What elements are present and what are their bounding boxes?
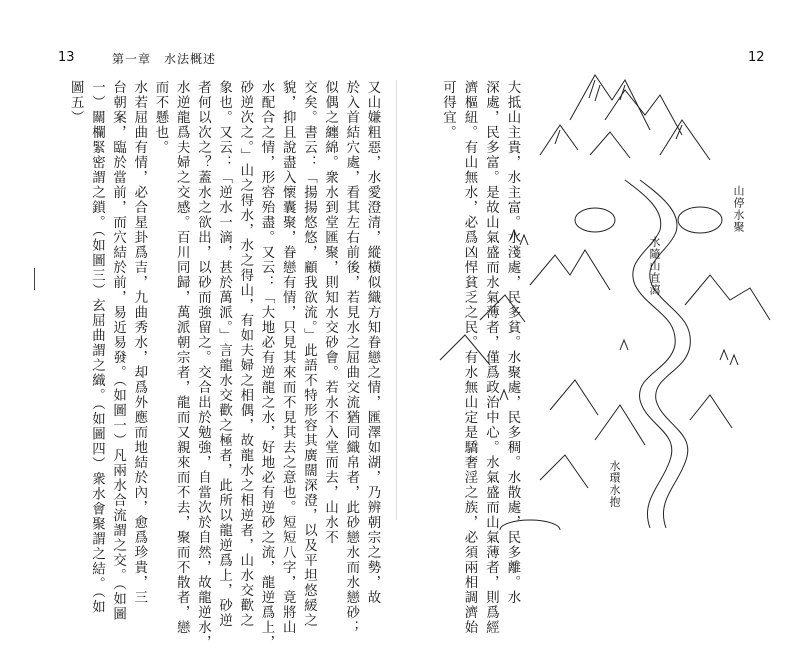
pond (678, 207, 722, 233)
left-page-column: 水配合之情，形容殆盡。又云：「大地必有逆龍之水，好地必有逆砂之流，龍逆爲上， (259, 80, 274, 650)
right-page-column: 大抵山主貴，水主富。水淺處，民多貧。水聚處，民多稠。水散處，民多離。水 (505, 80, 520, 605)
right-page-column: 濟樞紐。有山無水，必爲凶悍貧乏之民。有水無山定是驕奢淫之族，必須兩相調濟始 (462, 80, 477, 635)
left-page-column: 者何以次之？蓋水之欲出，以砂而強留之。交合出於勉強，自當次於自然，故龍逆水， (195, 80, 211, 650)
pond (500, 520, 560, 530)
mountain-peak (530, 250, 610, 290)
left-page-column: 一）關欄緊密謂之鎖。（如圖三）玄屈曲謂之織。（如圖四）衆水會聚謂之結。（如 (89, 80, 105, 615)
caption-bottom: 水環水抱 (608, 460, 621, 508)
left-page-column: 貌，抑且說盡入懷囊聚，眷戀有情，只見其來而不見其去之意也。短短八字，竟將山 (280, 80, 296, 635)
left-page-column: 而不懸也。 (153, 80, 168, 155)
mountain-peak (660, 120, 710, 160)
caption-top: 山停水聚 (732, 185, 745, 233)
left-page-column: 水逆龍爲夫婦之交感。百川同歸，萬派朝宗者，龍而又親來而不去，聚而不散者，戀 (174, 80, 190, 635)
running-head: 第一章 水法概述 (112, 52, 217, 66)
left-page-column: 圖五） (68, 80, 84, 125)
left-page-column: 水若屈曲有情，必合星卦爲吉，九曲秀水，却爲外應而地結於內，愈爲珍貴，三 (131, 80, 147, 605)
left-page-column: 似偶之纏綿。衆水到堂匯聚，則知水交砂會。若水不入堂而去，山水不 (322, 80, 338, 545)
left-page-column: 象也。又云：「逆水一滴，甚於萬派。」言龍水交歡之極者，此所以龍逆爲上，砂逆 (216, 80, 232, 629)
right-page-number: 12 (748, 50, 765, 65)
left-page-column: 於入首結穴處，看其左右前後，若見水之屈曲交流猶同織帛者，此砂戀水而水戀砂； (343, 80, 359, 635)
left-page-column: 又山嫌粗惡，水愛澄清，縱橫似織方知眷戀之情，匯澤如湖，乃辨朝宗之勢，故 (365, 80, 380, 605)
margin-mark (34, 268, 35, 290)
landscape-illustration (420, 60, 780, 530)
caption-middle: 水隨山直瀉 (648, 236, 661, 296)
mountain-peak (690, 395, 732, 428)
mountain-peak (540, 455, 588, 488)
right-page-column: 可得宜。 (440, 80, 456, 140)
mountain-peak (595, 405, 645, 445)
left-page-column: 台朝案，臨於當前，而穴結於前，易近易發。（如圖一）凡兩水合流謂之交。（如圖 (110, 80, 126, 622)
right-page-column: 深處，民多富。是故山氣盛而水氣薄者，僅爲政治中心。水氣盛而山氣薄者，則爲經 (483, 80, 499, 635)
river (625, 180, 675, 528)
pond (575, 208, 615, 232)
page-gutter (396, 80, 397, 520)
mountain-peak (605, 90, 682, 135)
left-page-column: 交矣。書云：「揚揚悠悠，顧我欲流。」此語不特形容其廣闊深澄，以及平坦悠緩之 (301, 80, 317, 629)
mountain-peak (550, 380, 598, 415)
mountain-peak (590, 132, 630, 158)
mountain-peak (480, 295, 525, 322)
left-page-column: 砂逆次之。」山之得水，水之得山，有如夫婦之相偶，故龍水之相逆者，山水交歡之 (237, 80, 253, 629)
left-page-number: 13 (58, 50, 75, 65)
mountain-peak (440, 335, 490, 365)
tree-marks (500, 230, 738, 400)
mountain-peak (540, 125, 578, 155)
mountain-peak (685, 275, 770, 320)
mountain-peak (570, 75, 650, 130)
